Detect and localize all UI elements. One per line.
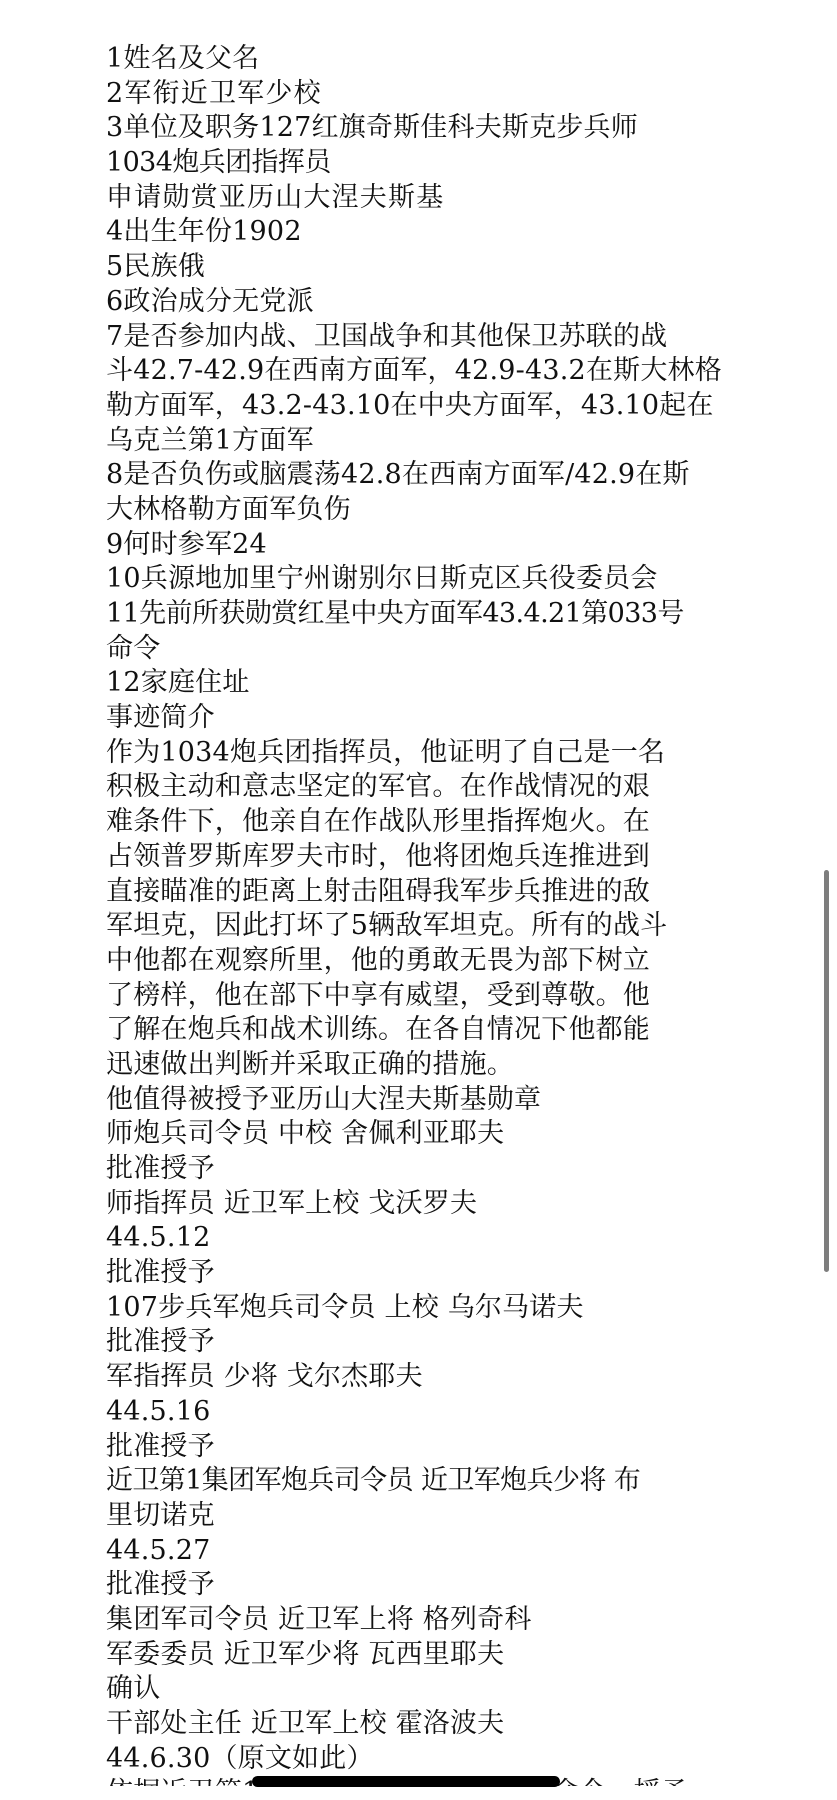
- document-line: 6政治成分无党派: [106, 285, 314, 317]
- document-line: 军委委员 近卫军少将 瓦西里耶夫: [106, 1638, 505, 1670]
- document-line: 干部处主任 近卫军上校 霍洛波夫: [106, 1708, 505, 1739]
- document-line: 军坦克，因此打坏了5辆敌军坦克。所有的战斗: [106, 910, 668, 942]
- document-line: 7是否参加内战、卫国战争和其他保卫苏联的战: [106, 320, 668, 352]
- document-line: 乌克兰第1方面军: [106, 424, 314, 456]
- document-line: 12家庭住址: [106, 667, 250, 699]
- document-line: 勒方面军，43.2-43.10在中央方面军，43.10起在: [106, 389, 714, 421]
- document-line: 斗42.7-42.9在西南方面军，42.9-43.2在斯大林格: [106, 355, 722, 387]
- document-line: 军指挥员 少将 戈尔杰耶夫: [106, 1361, 423, 1393]
- document-line: 批准授予: [106, 1153, 215, 1184]
- document-line: 占领普罗斯库罗夫市时，他将团炮兵连推进到: [106, 840, 650, 872]
- document-line: 中他都在观察所里，他的勇敢无畏为部下树立: [106, 944, 650, 976]
- document-line: 难条件下，他亲自在作战队形里指挥炮火。在: [106, 806, 650, 838]
- document-line: 4出生年份1902: [106, 216, 302, 248]
- document-line: 事迹简介: [106, 702, 215, 734]
- document-line: 了解在炮兵和战术训练。在各自情况下他都能: [106, 1014, 650, 1046]
- document-line: 44.5.12: [106, 1222, 211, 1254]
- document-line: 申请勋赏亚历山大涅夫斯基: [106, 181, 445, 213]
- document-line: 11先前所获勋赏红星中央方面军43.4.21第033号: [106, 598, 684, 629]
- document-line: 迅速做出判断并采取正确的措施。: [106, 1048, 514, 1080]
- document-line: 2军衔近卫军少校: [106, 77, 322, 109]
- document-text: [106, 42, 722, 1800]
- document-line: 里切诺克: [106, 1499, 215, 1531]
- document-line: 10兵源地加里宁州谢别尔日斯克区兵役委员会: [106, 563, 658, 595]
- document-line: 了榜样，他在部下中享有威望，受到尊敬。他: [106, 979, 650, 1011]
- document-line: 1034炮兵团指挥员: [106, 147, 331, 179]
- document-line: 5民族俄: [106, 251, 205, 283]
- document-line: 1姓名及父名: [106, 43, 260, 74]
- document-line: 作为1034炮兵团指挥员，他证明了自己是一名: [106, 736, 666, 768]
- vertical-scrollbar[interactable]: [824, 870, 829, 1272]
- document-line: 批准授予: [106, 1257, 215, 1289]
- document-line: 44.5.16: [106, 1395, 211, 1427]
- document-line: 积极主动和意志坚定的军官。在作战情况的艰: [106, 771, 650, 803]
- document-line: 师指挥员 近卫军上校 戈沃罗夫: [106, 1187, 478, 1219]
- document-line: 批准授予: [106, 1430, 215, 1462]
- document-line: 107步兵军炮兵司令员 上校 乌尔马诺夫: [106, 1291, 584, 1323]
- document-line: 44.6.30（原文如此）: [106, 1742, 374, 1774]
- home-indicator[interactable]: [252, 1776, 560, 1787]
- document-line: 44.5.27: [106, 1534, 211, 1566]
- document-line: 近卫第1集团军炮兵司令员 近卫军炮兵少将 布: [106, 1465, 641, 1497]
- document-line: 大林格勒方面军负伤: [106, 493, 351, 525]
- document-line: 9何时参军24: [106, 528, 267, 560]
- document-line: 师炮兵司令员 中校 舍佩利亚耶夫: [106, 1118, 505, 1150]
- document-line: 批准授予: [106, 1569, 215, 1601]
- document-line: 直接瞄准的距离上射击阻碍我军步兵推进的敌: [106, 875, 650, 907]
- document-line: 集团军司令员 近卫军上将 格列奇科: [106, 1603, 532, 1635]
- document-line: 确认: [106, 1673, 161, 1705]
- document-line: 批准授予: [106, 1326, 215, 1358]
- bottom-edge: [0, 1786, 837, 1800]
- document-line: 8是否负伤或脑震荡42.8在西南方面军/42.9在斯: [106, 459, 690, 491]
- document-line: 他值得被授予亚历山大涅夫斯基勋章: [106, 1083, 542, 1115]
- document-line: 3单位及职务127红旗奇斯佳科夫斯克步兵师: [106, 112, 638, 144]
- document-line: 命令: [106, 632, 161, 664]
